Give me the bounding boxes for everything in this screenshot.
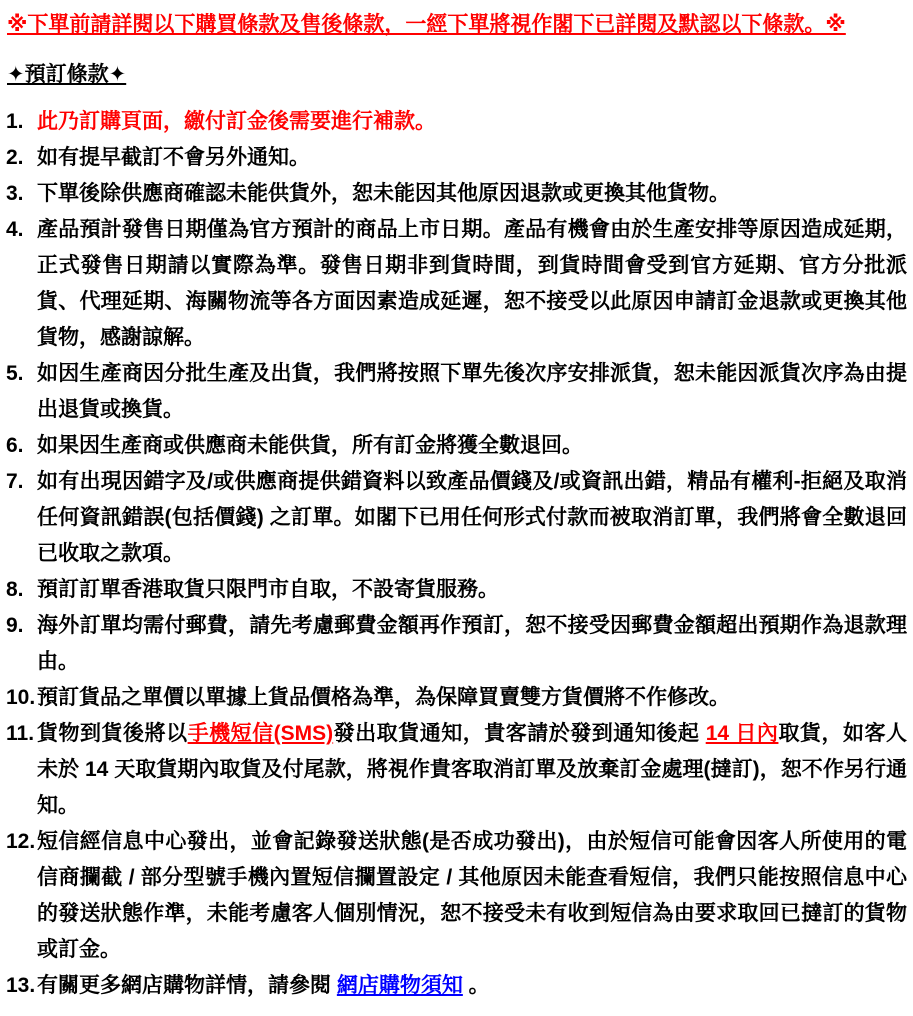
term-number: 1. — [6, 110, 24, 133]
term-number: 10. — [6, 686, 36, 709]
term-highlight: 手機短信(SMS) — [187, 722, 334, 745]
terms-list — [6, 104, 907, 1004]
term-item — [6, 104, 907, 140]
preorder-warning-notice: ※下單前請詳閱以下購買條款及售後條款，一經下單將視作閣下已詳閱及默認以下條款。※ — [7, 13, 846, 36]
term-text — [37, 464, 907, 572]
term-number: 3. — [6, 182, 24, 205]
term-item — [6, 356, 907, 428]
term-item — [6, 968, 907, 1004]
term-text-segment: 取貨，如客人未於 14 天取貨期內取貨及付尾款，將視作貴客取消訂單及放棄訂金處理(撻訂)，恕不作另行通知。 — [37, 722, 907, 817]
term-text-segment: 有關更多網店購物詳情，請參閱 — [37, 974, 337, 997]
term-text-segment: 短信經信息中心發出，並會記錄發送狀態(是否成功發出)，由於短信可能會因客人所使用的電信商攔截 / 部分型號手機內置短信攔置設定 / 其他原因未能查看短信，我們只能按照信息中心的發送狀態作準，未能考慮客人個別情況，恕不接受未有收到短信為由要求取回已撻訂的貨物或訂金。 — [37, 830, 907, 961]
term-number: 5. — [6, 362, 24, 385]
term-text-segment: 如有出現因錯字及/或供應商提供錯資料以致產品價錢及/或資訊出錯，精品有權利-拒絕及取消任何資訊錯誤(包括價錢) 之訂單。如閣下已用任何形式付款而被取消訂單，我們將會全數退回已收取之款項。 — [37, 470, 907, 565]
term-text-segment: 。 — [462, 974, 490, 997]
term-text-segment: 預訂訂單香港取貨只限門市自取，不設寄貨服務。 — [37, 578, 499, 601]
term-number: 4. — [6, 218, 24, 241]
term-text-segment: 產品預計發售日期僅為官方預計的商品上市日期。產品有機會由於生產安排等原因造成延期，正式發售日期請以實際為準。發售日期非到貨時間，到貨時間會受到官方延期、官方分批派貨、代理延期、海關物流等各方面因素造成延遲，恕不接受以此原因申請訂金退款或更換其他貨物，感謝諒解。 — [37, 218, 907, 349]
term-number: 12. — [6, 830, 36, 853]
term-text — [37, 176, 907, 212]
term-text — [37, 680, 907, 716]
term-text-segment: 海外訂單均需付郵費，請先考慮郵費金額再作預訂，恕不接受因郵費金額超出預期作為退款理由。 — [37, 614, 907, 673]
term-item — [6, 824, 907, 968]
term-item — [6, 212, 907, 356]
term-item — [6, 608, 907, 680]
section-heading-wrap — [7, 61, 907, 89]
term-text — [37, 968, 907, 1004]
term-text-segment: 如果因生產商或供應商未能供貨，所有訂金將獲全數退回。 — [37, 434, 583, 457]
term-text-segment: 貨物到貨後將以 — [37, 722, 188, 745]
term-number: 7. — [6, 470, 24, 493]
term-text-segment: 下單後除供應商確認未能供貨外，恕未能因其他原因退款或更換其他貨物。 — [37, 182, 730, 205]
term-text — [37, 572, 907, 608]
term-text-segment: 發出取貨通知，貴客請於發到通知後起 — [333, 722, 706, 745]
term-number: 6. — [6, 434, 24, 457]
term-item — [6, 680, 907, 716]
term-number: 13. — [6, 974, 36, 997]
store-shopping-guide-link[interactable]: 網店購物須知 — [336, 974, 463, 997]
term-text — [37, 428, 907, 464]
term-text — [37, 356, 907, 428]
section-heading-preorder-terms: ✦預訂條款✦ — [7, 63, 127, 86]
term-item — [6, 716, 907, 824]
term-text — [37, 104, 907, 140]
term-text — [37, 716, 907, 824]
term-highlight: 此乃訂購頁面，繳付訂金後需要進行補款。 — [37, 110, 436, 133]
term-highlight: 14 日內 — [705, 722, 779, 745]
term-item — [6, 572, 907, 608]
term-text — [37, 824, 907, 968]
term-number: 8. — [6, 578, 24, 601]
term-text — [37, 608, 907, 680]
term-number: 11. — [6, 722, 35, 745]
term-item — [6, 176, 907, 212]
term-item — [6, 140, 907, 176]
term-number: 2. — [6, 146, 24, 169]
term-item — [6, 428, 907, 464]
term-text-segment: 預訂貨品之單價以單據上貨品價格為準，為保障買賣雙方貨價將不作修改。 — [37, 686, 730, 709]
term-text — [37, 140, 907, 176]
term-text — [37, 212, 907, 356]
term-text-segment: 如因生產商因分批生產及出貨，我們將按照下單先後次序安排派貨，恕未能因派貨次序為由提出退貨或換貨。 — [37, 362, 907, 421]
term-item — [6, 464, 907, 572]
term-text-segment: 如有提早截訂不會另外通知。 — [37, 146, 310, 169]
term-number: 9. — [6, 614, 24, 637]
